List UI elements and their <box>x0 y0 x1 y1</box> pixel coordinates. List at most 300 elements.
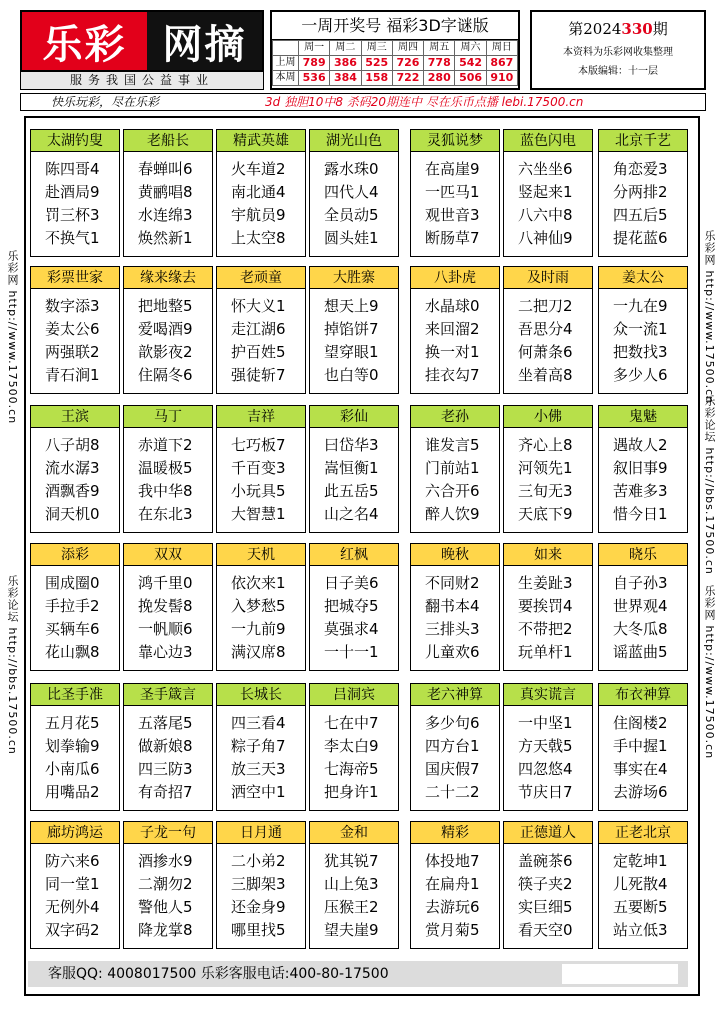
puzzle-card <box>216 405 306 533</box>
puzzle-lines <box>217 152 305 250</box>
puzzle-card <box>598 543 688 671</box>
puzzle-card-author: 正老北京 <box>599 822 687 844</box>
puzzle-card-author: 布衣神算 <box>599 684 687 706</box>
puzzle-card-author: 添彩 <box>31 544 119 566</box>
puzzle-card <box>216 543 306 671</box>
puzzle-card <box>309 683 399 811</box>
puzzle-lines <box>411 428 499 526</box>
puzzle-line: 露水珠0 <box>324 160 379 178</box>
puzzle-lines <box>124 428 212 526</box>
footer-contact: 客服QQ: 4008017500 乐彩客服电话:400-80-17500 <box>48 966 389 982</box>
puzzle-line: 双字码2 <box>45 921 100 939</box>
puzzle-line: 罚三杯3 <box>45 206 100 224</box>
puzzle-line: 靠心边3 <box>138 643 193 661</box>
puzzle-line: 怀大义1 <box>231 297 286 315</box>
puzzle-lines <box>124 844 212 942</box>
day-header: 周日 <box>486 41 517 56</box>
puzzle-lines <box>31 566 119 664</box>
puzzle-lines <box>411 152 499 250</box>
puzzle-card <box>123 683 213 811</box>
puzzle-card-author: 姜太公 <box>599 267 687 289</box>
puzzle-line: 青石涧1 <box>45 366 100 384</box>
puzzle-line: 八神仙9 <box>518 229 573 247</box>
puzzle-card <box>216 821 306 949</box>
puzzle-card <box>410 405 500 533</box>
puzzle-line: 入梦愁5 <box>231 597 286 615</box>
puzzle-line: 警他人5 <box>138 898 193 916</box>
puzzle-line: 八子胡8 <box>45 436 100 454</box>
day-header: 周五 <box>424 41 455 56</box>
logo-black: 网摘 <box>147 12 262 70</box>
puzzle-card <box>30 129 120 257</box>
puzzle-line: 花山飘8 <box>45 643 100 661</box>
puzzle-line: 门前站1 <box>425 459 480 477</box>
issue-number: 第2024330期 <box>568 20 668 38</box>
puzzle-lines <box>31 844 119 942</box>
puzzle-line: 看天空0 <box>518 921 573 939</box>
puzzle-lines <box>599 289 687 387</box>
puzzle-line: 南北通4 <box>231 183 286 201</box>
puzzle-line: 宇航员9 <box>231 206 286 224</box>
puzzle-line: 翻书本4 <box>425 597 480 615</box>
puzzle-card-author: 日月通 <box>217 822 305 844</box>
puzzle-line: 歆影夜2 <box>138 343 193 361</box>
slogan: 服务我国公益事业 <box>20 72 264 90</box>
puzzle-line: 自子孙3 <box>613 574 668 592</box>
puzzle-card-author: 真实谎言 <box>504 684 592 706</box>
puzzle-line: 做新娘8 <box>138 737 193 755</box>
puzzle-line: 生姜趾3 <box>518 574 573 592</box>
puzzle-card-author: 精彩 <box>411 822 499 844</box>
puzzle-card <box>216 129 306 257</box>
puzzle-card-author: 彩票世家 <box>31 267 119 289</box>
puzzle-line: 事实在4 <box>613 760 668 778</box>
puzzle-line: 儿童欢6 <box>425 643 480 661</box>
draw-number: 280 <box>424 71 455 86</box>
draw-results-table <box>272 40 518 86</box>
side-text-right-mid: 乐彩论坛 http://bbs.17500.cn <box>703 395 716 575</box>
puzzle-line: 手拉手2 <box>45 597 100 615</box>
puzzle-line: 五月花5 <box>45 714 100 732</box>
puzzle-line: 上太空8 <box>231 229 286 247</box>
puzzle-line: 苦难多3 <box>613 482 668 500</box>
puzzle-card <box>123 266 213 394</box>
puzzle-lines <box>411 566 499 664</box>
puzzle-lines <box>310 152 398 250</box>
puzzle-lines <box>411 289 499 387</box>
puzzle-line: 七在中7 <box>324 714 379 732</box>
puzzle-line: 李太白9 <box>324 737 379 755</box>
puzzle-line: 断肠草7 <box>425 229 480 247</box>
puzzle-line: 竖起来1 <box>518 183 573 201</box>
puzzle-line: 一帆顺6 <box>138 620 193 638</box>
puzzle-line: 嵩恒衡1 <box>324 459 379 477</box>
puzzle-card <box>598 821 688 949</box>
banner-promo[interactable]: 3d 独胆10中8 杀码20期连中 尽在乐币点播 lebi.17500.cn <box>265 95 584 109</box>
puzzle-card-author: 长城长 <box>217 684 305 706</box>
puzzle-line: 粽子角7 <box>231 737 286 755</box>
this-week-label: 本周 <box>273 71 299 86</box>
side-text-right-bottom: 乐彩网 http://www.17500.cn <box>703 585 716 760</box>
puzzle-lines <box>504 706 592 804</box>
puzzle-line: 水连绵3 <box>138 206 193 224</box>
puzzle-card <box>123 405 213 533</box>
puzzle-line: 酒飘香9 <box>45 482 100 500</box>
puzzle-line: 不换气1 <box>45 229 100 247</box>
draw-number: 867 <box>486 56 517 71</box>
puzzle-line: 体投地7 <box>425 852 480 870</box>
puzzle-line: 二小弟2 <box>231 852 286 870</box>
puzzle-line: 众一流1 <box>613 320 668 338</box>
puzzle-card-author: 太湖钓叟 <box>31 130 119 152</box>
puzzle-lines <box>310 706 398 804</box>
puzzle-card <box>598 405 688 533</box>
puzzle-card-author: 子龙一句 <box>124 822 212 844</box>
puzzle-lines <box>310 566 398 664</box>
puzzle-lines <box>124 566 212 664</box>
puzzle-lines <box>217 289 305 387</box>
puzzle-line: 挽发髻8 <box>138 597 193 615</box>
puzzle-card-author: 缘来缘去 <box>124 267 212 289</box>
puzzle-card-author: 金和 <box>310 822 398 844</box>
puzzle-line: 世界观4 <box>613 597 668 615</box>
side-text-left-bottom: 乐彩论坛 http://bbs.17500.cn <box>6 575 19 755</box>
puzzle-card-author: 吉祥 <box>217 406 305 428</box>
puzzle-line: 三排头3 <box>425 620 480 638</box>
puzzle-line: 在东北3 <box>138 505 193 523</box>
puzzle-card <box>216 266 306 394</box>
puzzle-line: 洒空中1 <box>231 783 286 801</box>
header <box>14 6 710 90</box>
puzzle-line: 流水潺3 <box>45 459 100 477</box>
puzzle-line: 焕然新1 <box>138 229 193 247</box>
puzzle-line: 把数找3 <box>613 343 668 361</box>
puzzle-line: 二潮勿2 <box>138 875 193 893</box>
puzzle-line: 三旬无3 <box>518 482 573 500</box>
puzzle-line: 圆头娃1 <box>324 229 379 247</box>
puzzle-line: 不同财2 <box>425 574 480 592</box>
puzzle-line: 莫强求4 <box>324 620 379 638</box>
puzzle-lines <box>599 706 687 804</box>
puzzle-line: 手中握1 <box>613 737 668 755</box>
puzzle-line: 日子美6 <box>324 574 379 592</box>
puzzle-lines <box>504 428 592 526</box>
puzzle-line: 六合开6 <box>425 482 480 500</box>
puzzle-card <box>309 543 399 671</box>
puzzle-card-author: 鬼魅 <box>599 406 687 428</box>
puzzle-card-author: 八卦虎 <box>411 267 499 289</box>
puzzle-card-author: 吕洞宾 <box>310 684 398 706</box>
puzzle-card-author: 双双 <box>124 544 212 566</box>
puzzle-line: 酒掺水9 <box>138 852 193 870</box>
day-header: 周二 <box>330 41 361 56</box>
draw-number: 536 <box>299 71 330 86</box>
puzzle-card <box>309 821 399 949</box>
puzzle-card-author: 晓乐 <box>599 544 687 566</box>
puzzle-lines <box>599 428 687 526</box>
footer <box>28 961 688 987</box>
puzzle-card-author: 小佛 <box>504 406 592 428</box>
puzzle-line: 七巧板7 <box>231 436 286 454</box>
draw-number: 158 <box>361 71 392 86</box>
puzzle-line: 角恋爱3 <box>613 160 668 178</box>
puzzle-line: 全员动5 <box>324 206 379 224</box>
puzzle-line: 犹其锐7 <box>324 852 379 870</box>
puzzle-line: 火车道2 <box>231 160 286 178</box>
puzzle-lines <box>124 706 212 804</box>
puzzle-line: 无例外4 <box>45 898 100 916</box>
puzzle-line: 来回溜2 <box>425 320 480 338</box>
puzzle-line: 遇故人2 <box>613 436 668 454</box>
puzzle-card <box>410 683 500 811</box>
puzzle-line: 数字添3 <box>45 297 100 315</box>
puzzle-card-author: 晚秋 <box>411 544 499 566</box>
puzzle-line: 鸿千里0 <box>138 574 193 592</box>
day-header: 周一 <box>299 41 330 56</box>
puzzle-line: 二把刀2 <box>518 297 573 315</box>
puzzle-line: 压猴王2 <box>324 898 379 916</box>
puzzle-line: 天底下9 <box>518 505 573 523</box>
puzzle-line: 四五后5 <box>613 206 668 224</box>
puzzle-line: 在扁舟1 <box>425 875 480 893</box>
puzzle-line: 把身许1 <box>324 783 379 801</box>
puzzle-line: 用嘴品2 <box>45 783 100 801</box>
puzzle-line: 把地整5 <box>138 297 193 315</box>
puzzle-line: 河领先1 <box>518 459 573 477</box>
puzzle-line: 赤道下2 <box>138 436 193 454</box>
puzzle-line: 小玩具5 <box>231 482 286 500</box>
puzzle-line: 吾思分4 <box>518 320 573 338</box>
puzzle-lines <box>31 706 119 804</box>
puzzle-card <box>216 683 306 811</box>
source-note: 本资料为乐彩网收集整理 <box>563 47 673 58</box>
puzzle-line: 掉馅饼7 <box>324 320 379 338</box>
puzzle-line: 山上兔3 <box>324 875 379 893</box>
puzzle-line: 哪里找5 <box>231 921 286 939</box>
puzzle-card-author: 王滨 <box>31 406 119 428</box>
puzzle-card-author: 老孙 <box>411 406 499 428</box>
puzzle-line: 有奇招7 <box>138 783 193 801</box>
puzzle-card <box>309 266 399 394</box>
puzzle-line: 筷子夹2 <box>518 875 573 893</box>
puzzle-lines <box>31 289 119 387</box>
puzzle-line: 多少句6 <box>425 714 480 732</box>
puzzle-card-author: 圣手箴言 <box>124 684 212 706</box>
puzzle-line: 洞天机0 <box>45 505 100 523</box>
puzzle-card-author: 马丁 <box>124 406 212 428</box>
puzzle-line: 五落尾5 <box>138 714 193 732</box>
puzzle-line: 放三天3 <box>231 760 286 778</box>
puzzle-line: 一十一1 <box>324 643 379 661</box>
puzzle-line: 去游场6 <box>613 783 668 801</box>
puzzle-line: 六坐坐6 <box>518 160 573 178</box>
puzzle-line: 一匹马1 <box>425 183 480 201</box>
draw-results-panel <box>270 10 520 90</box>
draw-number: 386 <box>330 56 361 71</box>
puzzle-card-author: 北京千艺 <box>599 130 687 152</box>
puzzle-card <box>598 683 688 811</box>
puzzle-line: 此五岳5 <box>324 482 379 500</box>
puzzle-card-author: 湖光山色 <box>310 130 398 152</box>
puzzle-line: 围成圈0 <box>45 574 100 592</box>
puzzle-lines <box>411 706 499 804</box>
puzzle-line: 走江湖6 <box>231 320 286 338</box>
puzzle-lines <box>217 706 305 804</box>
day-header: 周四 <box>392 41 423 56</box>
puzzle-line: 儿死散4 <box>613 875 668 893</box>
puzzle-line: 四三看4 <box>231 714 286 732</box>
puzzle-card-author: 精武英雄 <box>217 130 305 152</box>
puzzle-card <box>503 129 593 257</box>
puzzle-line: 国庆假7 <box>425 760 480 778</box>
puzzle-line: 大智慧1 <box>231 505 286 523</box>
puzzle-line: 方天戟5 <box>518 737 573 755</box>
puzzle-card <box>410 266 500 394</box>
puzzle-line: 小南瓜6 <box>45 760 100 778</box>
puzzle-card-author: 如来 <box>504 544 592 566</box>
puzzle-line: 多少人6 <box>613 366 668 384</box>
puzzle-lines <box>31 428 119 526</box>
puzzle-line: 谣蓝曲5 <box>613 643 668 661</box>
draw-number: 525 <box>361 56 392 71</box>
draw-number: 910 <box>486 71 517 86</box>
puzzle-line: 一中坚1 <box>518 714 573 732</box>
draw-number: 506 <box>455 71 486 86</box>
puzzle-card <box>30 821 120 949</box>
puzzle-lines <box>31 152 119 250</box>
puzzle-line: 强徒斩7 <box>231 366 286 384</box>
puzzle-line: 买辆车6 <box>45 620 100 638</box>
footer-blank-box <box>562 964 678 984</box>
puzzle-card <box>503 266 593 394</box>
puzzle-line: 两强联2 <box>45 343 100 361</box>
puzzle-card-author: 大胜寨 <box>310 267 398 289</box>
puzzle-lines <box>504 566 592 664</box>
puzzle-line: 在高崖9 <box>425 160 480 178</box>
puzzle-line: 住阁楼2 <box>613 714 668 732</box>
puzzle-line: 八六中8 <box>518 206 573 224</box>
puzzle-line: 赴酒局9 <box>45 183 100 201</box>
puzzle-line: 山之名4 <box>324 505 379 523</box>
puzzle-line: 谁发言5 <box>425 436 480 454</box>
puzzle-line: 定乾坤1 <box>613 852 668 870</box>
last-week-label: 上周 <box>273 56 299 71</box>
puzzle-line: 大冬瓜8 <box>613 620 668 638</box>
puzzle-card <box>123 821 213 949</box>
puzzle-card-author: 彩仙 <box>310 406 398 428</box>
puzzle-card <box>503 405 593 533</box>
puzzle-line: 观世音3 <box>425 206 480 224</box>
draw-number: 726 <box>392 56 423 71</box>
puzzle-lines <box>310 428 398 526</box>
puzzle-line: 醉人饮9 <box>425 505 480 523</box>
puzzle-lines <box>124 152 212 250</box>
puzzle-line: 黄鹂唱8 <box>138 183 193 201</box>
puzzle-line: 划拳输9 <box>45 737 100 755</box>
puzzle-card <box>30 683 120 811</box>
puzzle-card <box>410 543 500 671</box>
puzzle-card-author: 正德道人 <box>504 822 592 844</box>
puzzle-line: 赏月菊5 <box>425 921 480 939</box>
puzzle-lines <box>217 428 305 526</box>
puzzle-card <box>30 543 120 671</box>
puzzle-line: 惜今日1 <box>613 505 668 523</box>
day-header: 周三 <box>361 41 392 56</box>
puzzle-lines <box>504 152 592 250</box>
puzzle-line: 依次来1 <box>231 574 286 592</box>
puzzle-line: 满汉席8 <box>231 643 286 661</box>
puzzle-line: 不带把2 <box>518 620 573 638</box>
puzzle-card-author: 红枫 <box>310 544 398 566</box>
puzzle-line: 想天上9 <box>324 297 379 315</box>
draw-number: 778 <box>424 56 455 71</box>
puzzle-line: 也白等0 <box>324 366 379 384</box>
puzzle-lines <box>310 844 398 942</box>
puzzle-card <box>30 266 120 394</box>
draw-number: 384 <box>330 71 361 86</box>
puzzle-line: 站立低3 <box>613 921 668 939</box>
puzzle-line: 一九前9 <box>231 620 286 638</box>
puzzle-line: 陈四哥4 <box>45 160 100 178</box>
puzzle-line: 把城夺5 <box>324 597 379 615</box>
puzzle-card <box>309 129 399 257</box>
puzzle-card-author: 及时雨 <box>504 267 592 289</box>
puzzle-line: 爱喝酒9 <box>138 320 193 338</box>
puzzle-lines <box>599 152 687 250</box>
puzzle-card-author: 老顽童 <box>217 267 305 289</box>
puzzle-lines <box>599 566 687 664</box>
banner-slogan: 快乐玩彩，尽在乐彩 <box>51 95 160 109</box>
draw-number: 789 <box>299 56 330 71</box>
issue-panel <box>530 10 706 90</box>
puzzle-line: 同一堂1 <box>45 875 100 893</box>
side-text-left-top: 乐彩网 http://www.17500.cn <box>6 250 19 425</box>
puzzle-lines <box>504 289 592 387</box>
puzzle-card-author: 老六神算 <box>411 684 499 706</box>
puzzle-card <box>598 266 688 394</box>
editor-note: 本版编辑：十一层 <box>578 66 658 77</box>
puzzle-line: 温暖极5 <box>138 459 193 477</box>
puzzle-lines <box>411 844 499 942</box>
puzzle-card <box>503 821 593 949</box>
draw-number: 542 <box>455 56 486 71</box>
puzzle-line: 换一对1 <box>425 343 480 361</box>
banner <box>20 93 706 111</box>
puzzle-line: 二十二2 <box>425 783 480 801</box>
puzzle-line: 三脚架3 <box>231 875 286 893</box>
puzzle-line: 住隔冬6 <box>138 366 193 384</box>
puzzle-line: 我中华8 <box>138 482 193 500</box>
puzzle-line: 四代人4 <box>324 183 379 201</box>
puzzle-lines <box>504 844 592 942</box>
puzzle-line: 提花蓝6 <box>613 229 668 247</box>
puzzle-card <box>123 543 213 671</box>
puzzle-card <box>410 821 500 949</box>
draw-results-title: 一周开奖号 福彩3D字谜版 <box>272 12 518 40</box>
puzzle-line: 节庆日7 <box>518 783 573 801</box>
logo-red: 乐彩 <box>22 12 147 70</box>
puzzle-line: 降龙掌8 <box>138 921 193 939</box>
puzzle-card <box>123 129 213 257</box>
puzzle-card <box>410 129 500 257</box>
logo <box>20 10 264 72</box>
day-header: 周六 <box>455 41 486 56</box>
puzzle-line: 四方台1 <box>425 737 480 755</box>
puzzle-line: 何萧条6 <box>518 343 573 361</box>
puzzle-lines <box>124 289 212 387</box>
puzzle-line: 去游玩6 <box>425 898 480 916</box>
puzzle-line: 叙旧事9 <box>613 459 668 477</box>
